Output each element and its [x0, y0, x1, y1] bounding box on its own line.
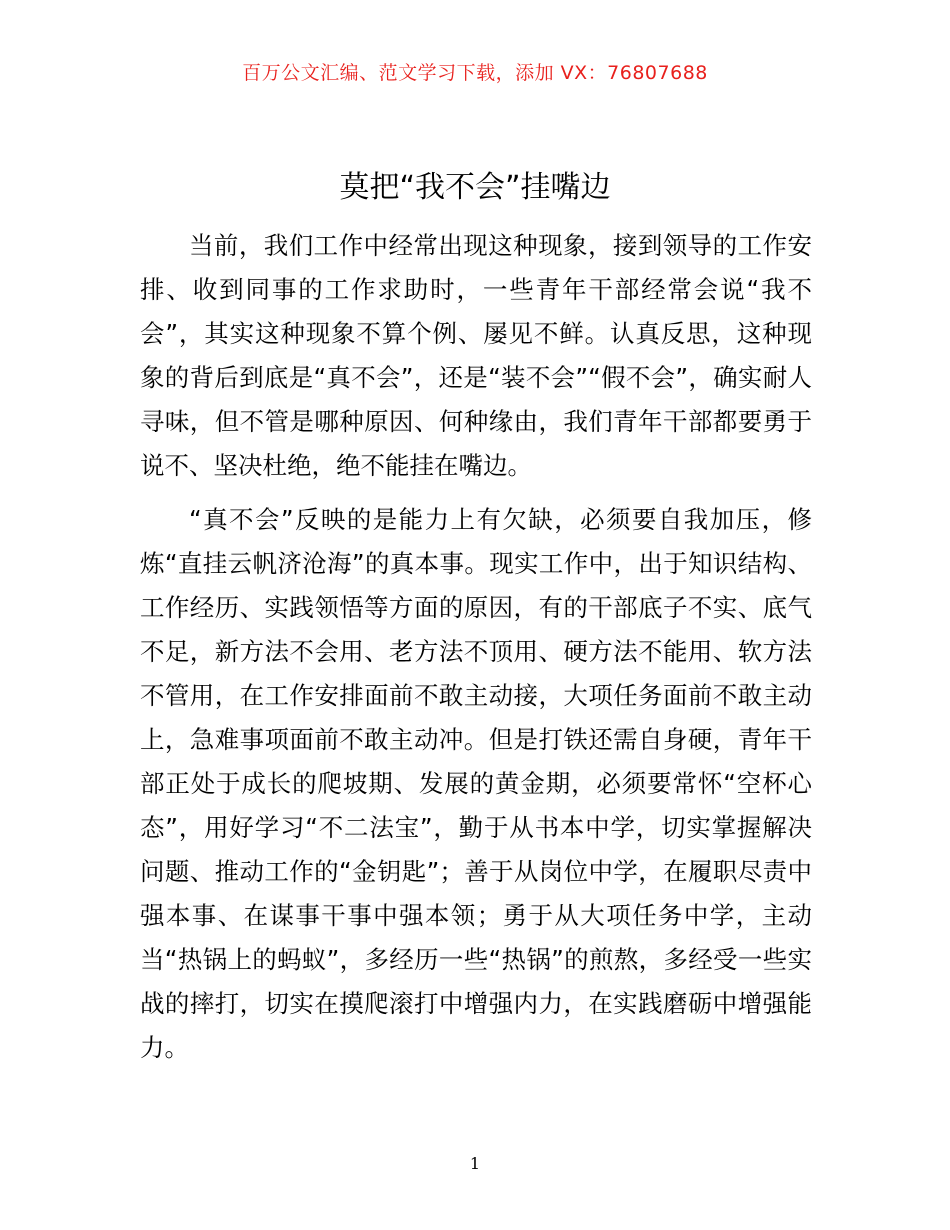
document-body	[140, 224, 812, 1080]
paragraph-2: “真不会”反映的是能力上有欠缺，必须要自我加压，修炼“直挂云帆济沧海”的真本事。现实工作中，出于知识结构、工作经历、实践领悟等方面的原因，有的干部底子不实、底气不足，新方法不会用、老方法不顶用、硬方法不能用、软方法不管用，在工作安排面前不敢主动接，大项任务面前不敢主动上，急难事项面前不敢主动冲。但是打铁还需自身硬，青年干部正处于成长的爬坡期、发展的黄金期，必须要常怀“空杯心态”，用好学习“不二法宝”，勤于从书本中学，切实掌握解决问题、推动工作的“金钥匙”；善于从岗位中学，在履职尽责中强本事、在谋事干事中强本领；勇于从大项任务中学，主动当“热锅上的蚂蚁”，多经历一些“热锅”的煎熬，多经受一些实战的摔打，切实在摸爬滚打中增强内力，在实践磨砺中增强能力。	[140, 505, 812, 1062]
paragraph-1: 当前，我们工作中经常出现这种现象，接到领导的工作安排、收到同事的工作求助时，一些青年干部经常会说“我不会”，其实这种现象不算个例、屡见不鲜。认真反思，这种现象的背后到底是“真不会”，还是“装不会”“假不会”，确实耐人寻味，但不管是哪种原因、何种缘由，我们青年干部都要勇于说不、坚决杜绝，绝不能挂在嘴边。	[140, 231, 812, 480]
header-watermark-note: 百万公文汇编、范文学习下载，添加 VX：76807688	[242, 62, 708, 84]
page-number: 1	[469, 1154, 481, 1173]
document-title: 莫把“我不会”挂嘴边	[339, 170, 611, 205]
